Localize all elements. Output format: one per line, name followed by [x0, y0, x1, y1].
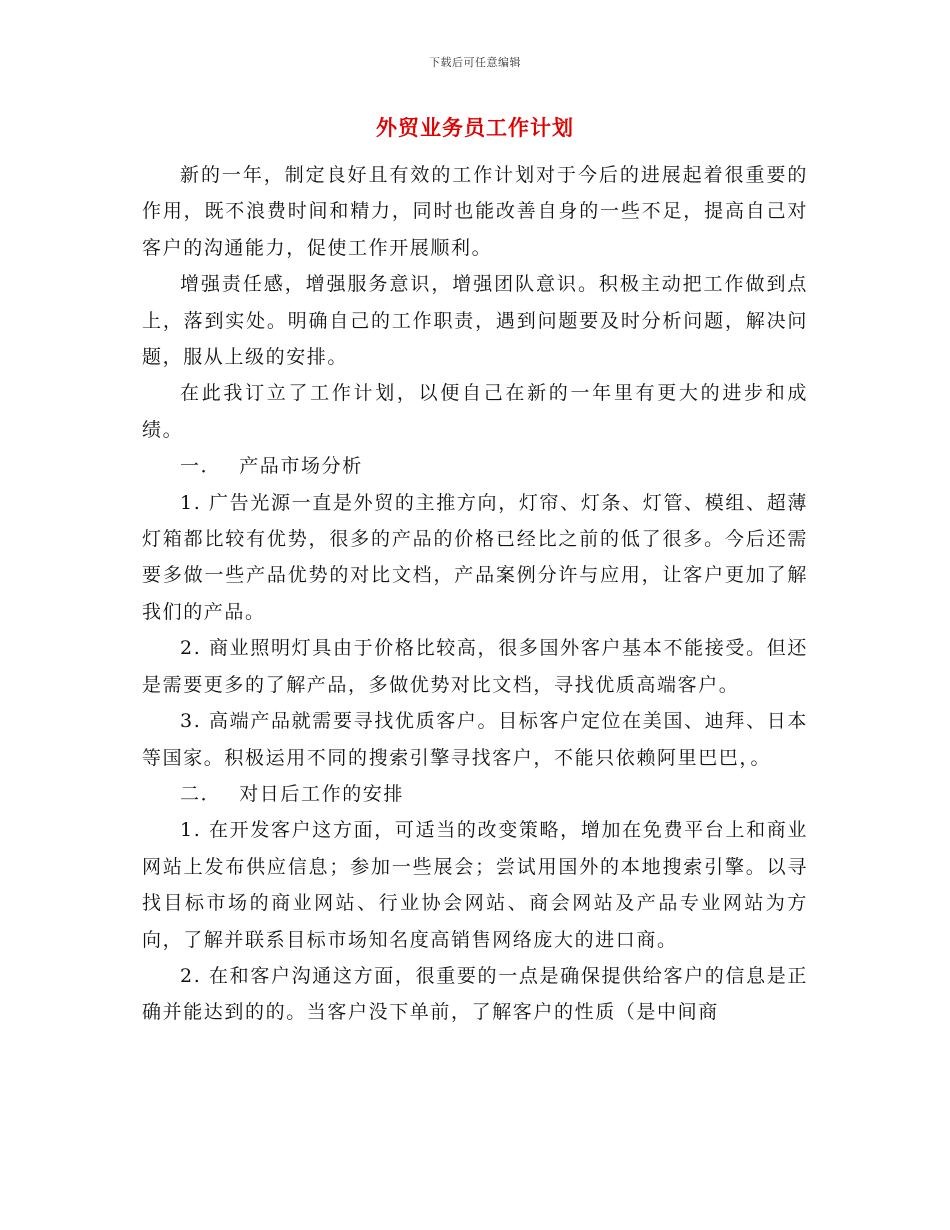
intro-paragraph-2: 增强责任感，增强服务意识，增强团队意识。积极主动把工作做到点上，落到实处。明确自己的工作职责，遇到问题要及时分析问题，解决问题，服从上级的安排。	[142, 273, 808, 369]
intro-paragraph-3: 在此我订立了工作计划，以便自己在新的一年里有更大的进步和成绩。	[142, 382, 808, 441]
section-1-item-1: 1. 广告光源一直是外贸的主推方向，灯帘、灯条、灯管、模组、超薄灯箱都比较有优势，很多的产品的价格已经比之前的低了很多。今后还需要多做一些产品优势的对比文档，产品案例分许与应用，让客户更加了解我们的产品。	[142, 491, 808, 623]
intro-paragraph-1: 新的一年，制定良好且有效的工作计划对于今后的进展起着很重要的作用，既不浪费时间和精力，同时也能改善自身的一些不足，提高自己对客户的沟通能力，促使工作开展顺利。	[142, 164, 808, 259]
section-2-item-1: 1. 在开发客户这方面，可适当的改变策略，增加在免费平台上和商业网站上发布供应信息；参加一些展会；尝试用国外的本地搜索引擎。以寻找目标市场的商业网站、行业协会网站、商会网站及产品专业网站为方向，了解并联系目标市场知名度高销售网络庞大的进口商。	[142, 819, 808, 951]
section-1-title: 产品市场分析	[239, 455, 363, 478]
section-1-number: 一．	[180, 455, 222, 478]
section-1-heading	[142, 448, 808, 484]
page-header-note: 下载后可任意编辑	[429, 56, 521, 69]
section-1-item-3: 3. 高端产品就需要寻找优质客户。目标客户定位在美国、迪拜、日本等国家。积极运用不同的搜索引擎寻找客户，不能只依赖阿里巴巴，。	[142, 710, 808, 769]
document-title: 外贸业务员工作计划	[376, 115, 574, 140]
document-body	[142, 157, 808, 1031]
section-2-heading	[142, 776, 808, 812]
section-2-item-2: 2. 在和客户沟通这方面，很重要的一点是确保提供给客户的信息是正确并能达到的的。当客户没下单前，了解客户的性质（是中间商	[142, 964, 808, 1024]
section-1-item-2: 2. 商业照明灯具由于价格比较高，很多国外客户基本不能接受。但还是需要更多的了解产品，多做优势对比文档，寻找优质高端客户。	[142, 637, 808, 696]
section-2-number: 二．	[180, 782, 222, 805]
section-2-title: 对日后工作的安排	[239, 782, 405, 805]
